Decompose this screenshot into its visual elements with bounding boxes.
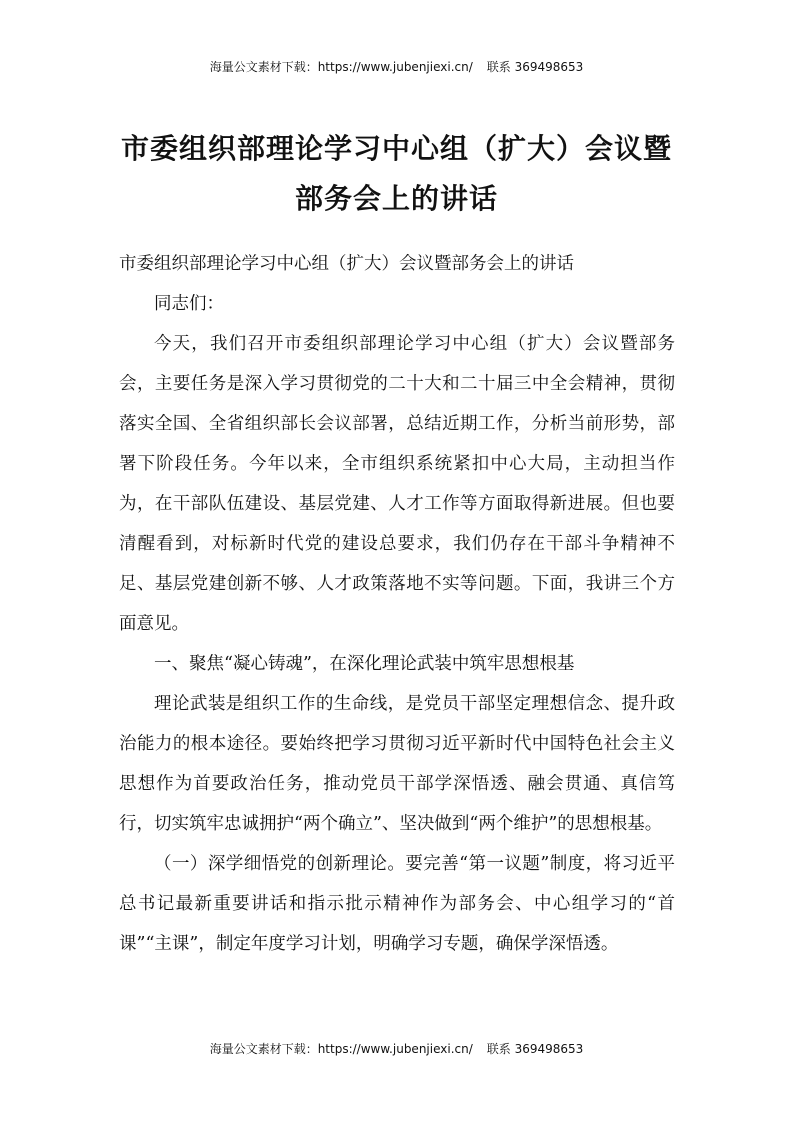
paragraph-section-1: 理论武装是组织工作的生命线，是党员干部坚定理想信念、提升政治能力的根本途径。要始终把学习贯彻习近平新时代中国特色社会主义思想作为首要政治任务，推动党员干部学深悟透、融会贯通、真信笃行，切实筑牢忠诚拥护“两个确立”、坚决做到“两个维护”的思想根基。 [119,694,675,834]
header-url[interactable]: https://www.jubenjiexi.cn/ [317,60,473,74]
salutation: 同志们： [154,294,224,314]
paragraph-intro: 今天，我们召开市委组织部理论学习中心组（扩大）会议暨部务会，主要任务是深入学习贯彻党的二十大和二十届三中全会精神，贯彻落实全国、全省组织部长会议部署，总结近期工作，分析当前形势，部署下阶段任务。今年以来，全市组织系统紧扣中心大局，主动担当作为，在干部队伍建设、基层党建、人才工作等方面取得新进展。但也要清醒看到，对标新时代党的建设总要求，我们仍存在干部斗争精神不足、基层党建创新不够、人才政策落地不实等问题。下面，我讲三个方面意见。 [119,334,675,634]
page-header [0,58,793,75]
title-line-2: 部务会上的讲话 [294,182,498,215]
title-line-1: 市委组织部理论学习中心组（扩大）会议暨 [120,132,672,165]
header-label: 海量公文素材下载： [209,60,318,74]
footer-url[interactable]: https://www.jubenjiexi.cn/ [317,1042,473,1056]
document-title [100,124,693,224]
section-heading-1: 一、聚焦“凝心铸魂”，在深化理论武装中筑牢思想根基 [154,654,575,674]
document-subtitle: 市委组织部理论学习中心组（扩大）会议暨部务会上的讲话 [119,254,574,274]
paragraph-subsection-1: （一）深学细悟党的创新理论。要完善“第一议题”制度，将习近平总书记最新重要讲话和指示批示精神作为部务会、中心组学习的“首课”“主课”，制定年度学习计划，明确学习专题，确保学深悟透。 [119,854,675,954]
document-body [119,244,675,964]
footer-contact: 联系 369498653 [486,1042,584,1056]
page-footer [0,1040,793,1057]
header-contact: 联系 369498653 [486,60,584,74]
footer-label: 海量公文素材下载： [209,1042,318,1056]
